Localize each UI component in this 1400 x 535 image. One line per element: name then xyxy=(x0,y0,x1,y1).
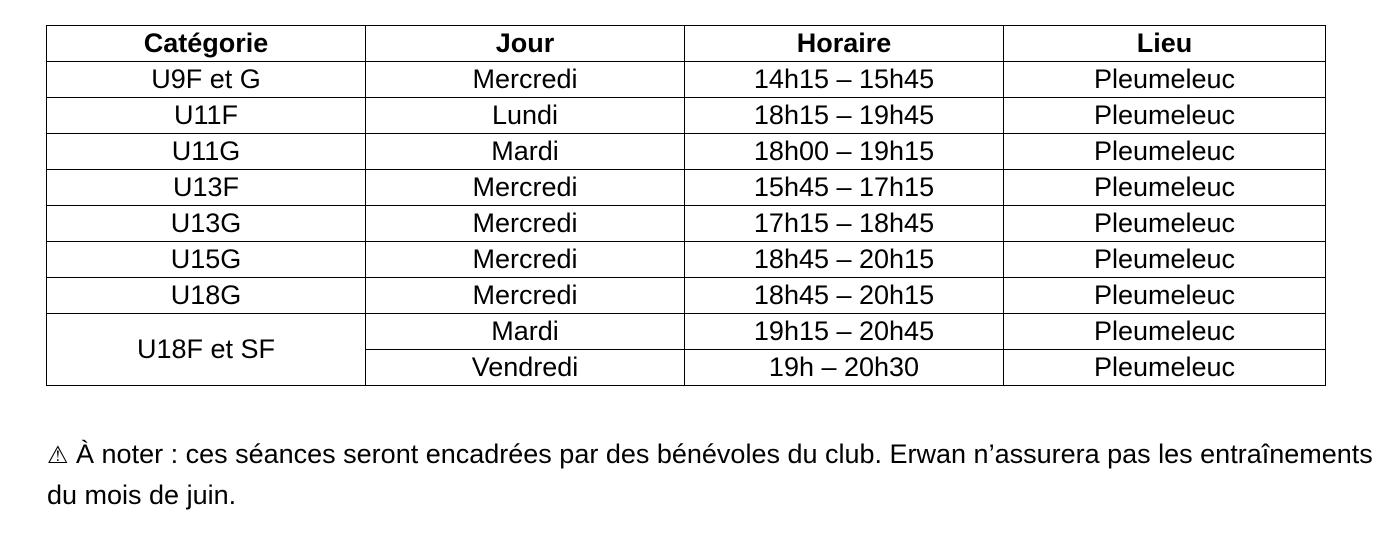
cell-category: U15G xyxy=(47,242,366,278)
cell-day: Mercredi xyxy=(366,206,685,242)
cell-category: U13F xyxy=(47,170,366,206)
cell-time: 18h15 – 19h45 xyxy=(685,98,1004,134)
cell-day: Mercredi xyxy=(366,242,685,278)
cell-time: 18h00 – 19h15 xyxy=(685,134,1004,170)
cell-place: Pleumeleuc xyxy=(1004,206,1326,242)
table-row xyxy=(47,314,1326,350)
table-row xyxy=(47,62,1326,98)
cell-category: U13G xyxy=(47,206,366,242)
cell-day: Mardi xyxy=(366,314,685,350)
table-row xyxy=(47,134,1326,170)
cell-place: Pleumeleuc xyxy=(1004,134,1326,170)
cell-time: 18h45 – 20h15 xyxy=(685,242,1004,278)
cell-category: U18F et SF xyxy=(47,314,366,386)
cell-day: Mardi xyxy=(366,134,685,170)
cell-place: Pleumeleuc xyxy=(1004,170,1326,206)
table-row xyxy=(47,98,1326,134)
cell-place: Pleumeleuc xyxy=(1004,98,1326,134)
cell-time: 17h15 – 18h45 xyxy=(685,206,1004,242)
cell-category: U11F xyxy=(47,98,366,134)
cell-day: Vendredi xyxy=(366,350,685,386)
header-category: Catégorie xyxy=(47,26,366,62)
warning-icon: ⚠ xyxy=(47,441,69,469)
cell-time: 19h15 – 20h45 xyxy=(685,314,1004,350)
cell-place: Pleumeleuc xyxy=(1004,314,1326,350)
cell-day: Lundi xyxy=(366,98,685,134)
note-paragraph xyxy=(47,434,1392,515)
table-row xyxy=(47,242,1326,278)
cell-time: 15h45 – 17h15 xyxy=(685,170,1004,206)
cell-place: Pleumeleuc xyxy=(1004,62,1326,98)
cell-time: 19h – 20h30 xyxy=(685,350,1004,386)
table-row xyxy=(47,170,1326,206)
cell-time: 14h15 – 15h45 xyxy=(685,62,1004,98)
cell-category: U11G xyxy=(47,134,366,170)
note-text: À noter : ces séances seront encadrées par des bénévoles du club. Erwan n’assurera pas les entraînements du mois de juin. xyxy=(47,439,1373,510)
cell-day: Mercredi xyxy=(366,62,685,98)
cell-category: U9F et G xyxy=(47,62,366,98)
table-row xyxy=(47,278,1326,314)
cell-time: 18h45 – 20h15 xyxy=(685,278,1004,314)
cell-day: Mercredi xyxy=(366,170,685,206)
schedule-table xyxy=(46,25,1326,386)
table-header-row xyxy=(47,26,1326,62)
table-row xyxy=(47,206,1326,242)
cell-category: U18G xyxy=(47,278,366,314)
cell-place: Pleumeleuc xyxy=(1004,278,1326,314)
header-place: Lieu xyxy=(1004,26,1326,62)
cell-place: Pleumeleuc xyxy=(1004,350,1326,386)
cell-place: Pleumeleuc xyxy=(1004,242,1326,278)
header-time: Horaire xyxy=(685,26,1004,62)
header-day: Jour xyxy=(366,26,685,62)
cell-day: Mercredi xyxy=(366,278,685,314)
